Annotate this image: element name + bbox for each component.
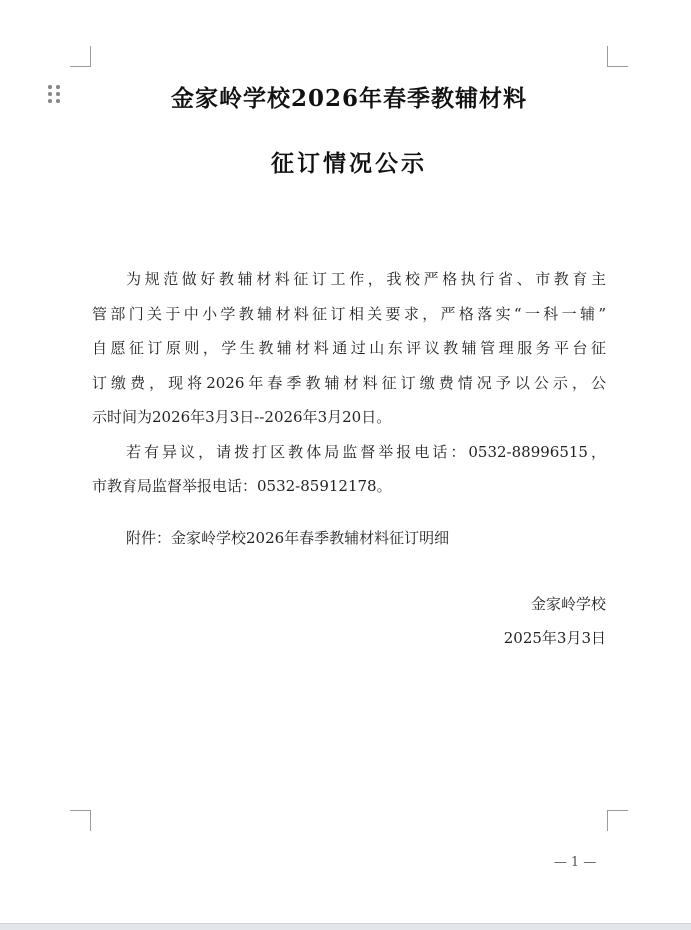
paragraph-1-line: 管部门关于中小学教辅材料征订相关要求，严格落实“一科一辅” <box>92 304 606 323</box>
drag-handle-icon[interactable] <box>47 84 63 104</box>
paragraph-2-line: 若有异议，请拨打区教体局监督举报电话：0532-88996515， <box>126 442 606 461</box>
document-body <box>92 262 606 504</box>
paragraph-1-line: 订缴费，现将2026年春季教辅材料征订缴费情况予以公示，公 <box>92 373 606 392</box>
crop-mark-bottom-right <box>607 810 628 831</box>
signature-date: 2025年3月3日 <box>503 629 606 647</box>
document-title-line-1: 金家岭学校2026年春季教辅材料 <box>170 85 527 112</box>
window-bottom-edge <box>0 923 691 930</box>
page-number: — 1 — <box>553 855 597 870</box>
signature-organization: 金家岭学校 <box>530 595 606 613</box>
paragraph-1-line: 示时间为2026年3月3日--2026年3月20日。 <box>92 408 392 426</box>
attachment-line: 附件：金家岭学校2026年春季教辅材料征订明细 <box>126 529 450 547</box>
paragraph-2-line: 市教育局监督举报电话：0532-85912178。 <box>92 477 392 495</box>
crop-mark-top-right <box>607 46 628 67</box>
crop-mark-top-left <box>70 46 91 67</box>
paragraph-1-line: 自愿征订原则，学生教辅材料通过山东评议教辅管理服务平台征 <box>92 339 606 357</box>
signature-block <box>504 587 606 655</box>
document-title-line-2: 征订情况公示 <box>271 150 427 177</box>
paragraph-1-line: 为规范做好教辅材料征订工作，我校严格执行省、市教育主 <box>126 270 606 288</box>
crop-mark-bottom-left <box>70 810 91 831</box>
